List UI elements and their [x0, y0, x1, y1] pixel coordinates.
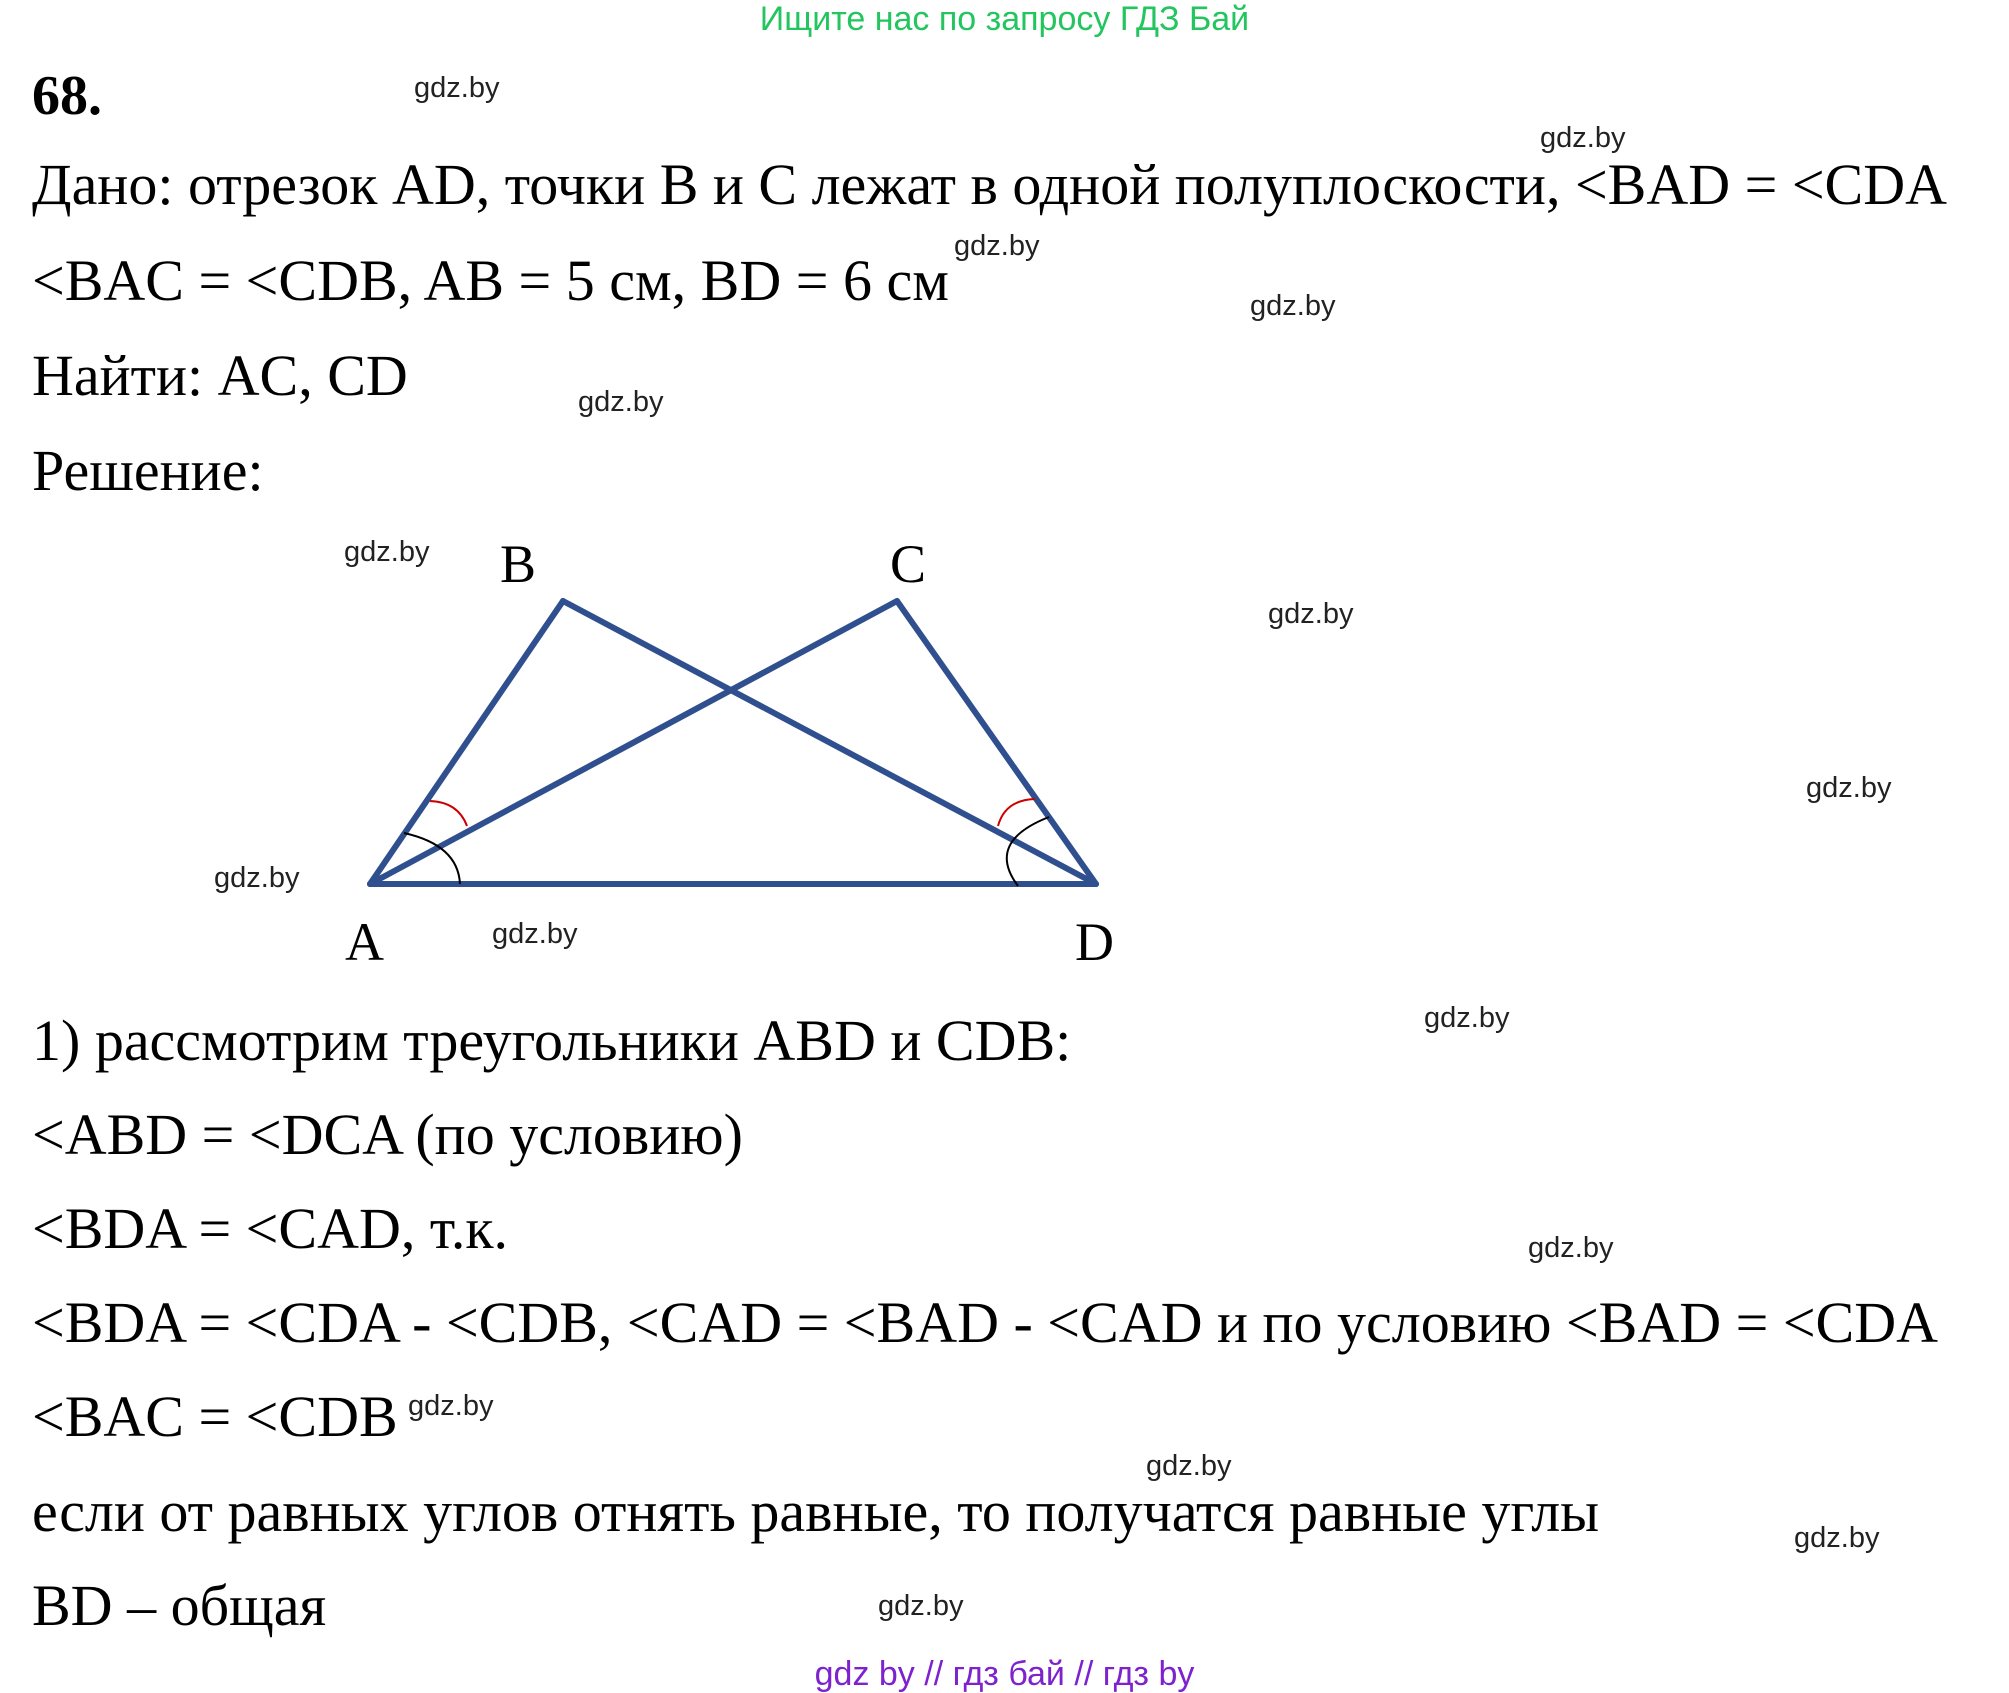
footer-links: gdz by // гдз бай // гдз by [814, 1655, 1195, 1693]
watermark: gdz.by [408, 1390, 494, 1422]
find-line: Найти: AC, CD [32, 343, 408, 408]
solution-step-1: 1) рассмотрим треугольники ABD и CDB: [32, 1008, 1072, 1073]
segment-ac [370, 601, 897, 884]
watermark: gdz.by [1146, 1450, 1232, 1482]
watermark: gdz.by [1528, 1232, 1614, 1264]
watermark: gdz.by [1424, 1002, 1510, 1034]
watermark: gdz.by [414, 72, 500, 104]
solution-line-5: <BAC = <CDB [32, 1384, 398, 1449]
segment-ab [370, 601, 563, 884]
problem-number: 68. [32, 65, 102, 127]
watermark: gdz.by [1250, 290, 1336, 322]
watermark: gdz.by [1268, 598, 1354, 630]
search-hint-banner: Ищите нас по запросу ГДЗ Бай [759, 0, 1250, 38]
vertex-label-c: C [890, 534, 927, 594]
solution-heading: Решение: [32, 438, 264, 503]
segment-bd [563, 601, 1096, 884]
watermark: gdz.by [214, 862, 300, 894]
solution-line-4: <BDA = <CDA - <CDB, <CAD = <BAD - <CAD и по условию <BAD = <CDA [32, 1290, 1939, 1355]
solution-line-7: BD – общая [32, 1573, 327, 1638]
angle-arc-bac [430, 801, 467, 826]
watermark: gdz.by [492, 918, 578, 950]
watermark: gdz.by [954, 230, 1040, 262]
given-line-2: <BAC = <CDB, AB = 5 см, BD = 6 см [32, 248, 949, 313]
vertex-label-d: D [1075, 912, 1114, 972]
watermark: gdz.by [1540, 122, 1626, 154]
given-line-1: Дано: отрезок AD, точки B и C лежат в одной полуплоскости, <BAD = <CDA [32, 152, 1947, 217]
watermark: gdz.by [344, 536, 430, 568]
angle-arc-cda [1007, 817, 1049, 886]
segment-cd [897, 601, 1096, 884]
watermark: gdz.by [578, 386, 664, 418]
watermark: gdz.by [1794, 1522, 1880, 1554]
vertex-label-b: B [500, 534, 537, 594]
watermark: gdz.by [1806, 772, 1892, 804]
solution-line-2: <ABD = <DCA (по условию) [32, 1102, 743, 1167]
solution-line-6: если от равных углов отнять равные, то получатся равные углы [32, 1479, 1600, 1544]
watermark: gdz.by [878, 1590, 964, 1622]
angle-arc-bdc [998, 799, 1035, 826]
vertex-label-a: A [345, 912, 384, 972]
solution-line-3: <BDA = <CAD, т.к. [32, 1196, 509, 1261]
